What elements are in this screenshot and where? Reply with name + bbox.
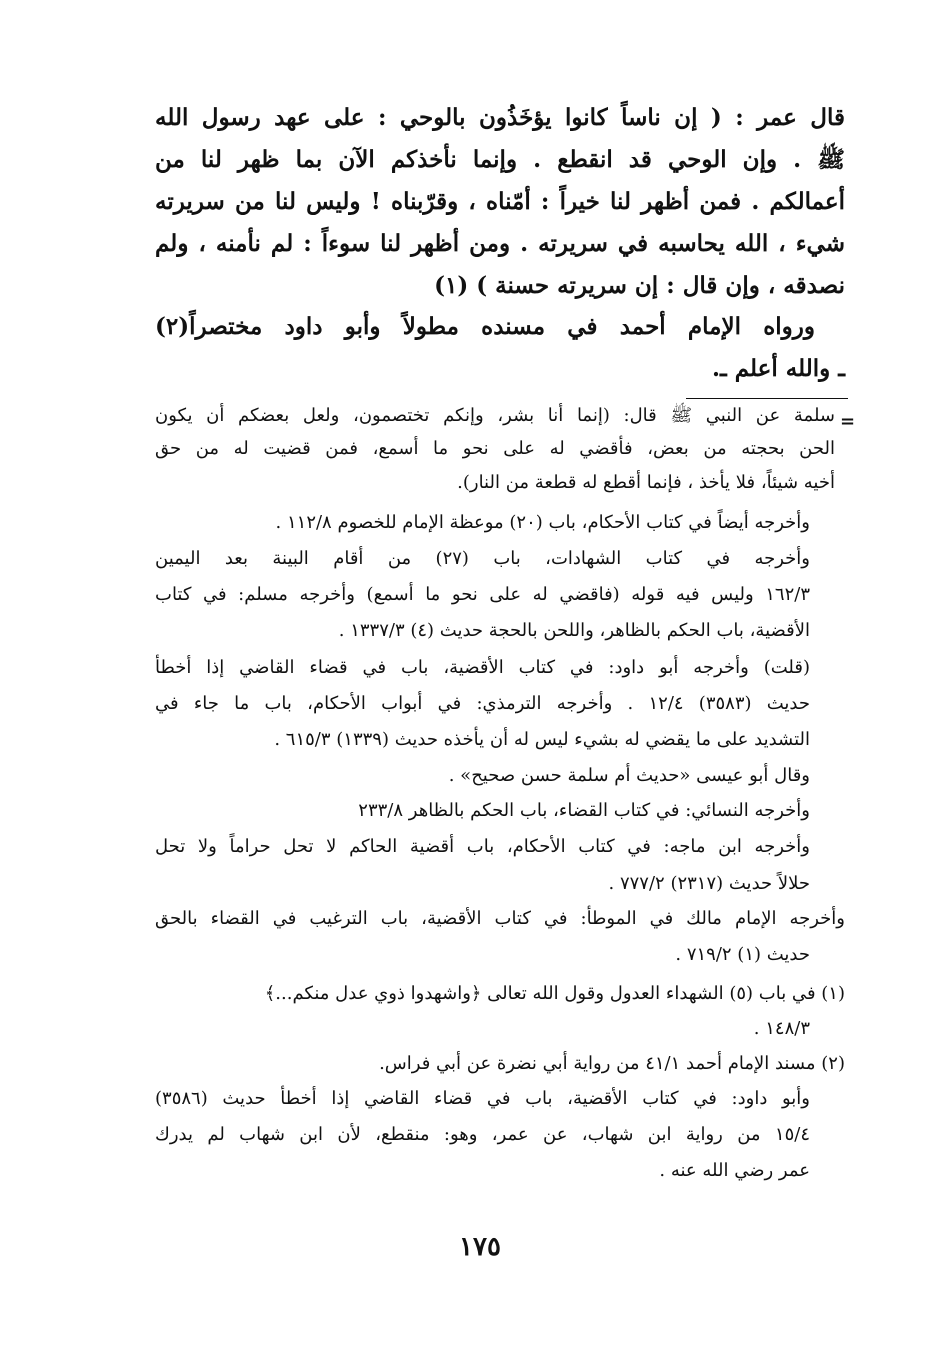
- footnote-line-2: الحن بحجته من بعض، فأقضي له على نحو ما أسمع، فمن قضيت له من حق: [155, 438, 835, 459]
- footnote-line-13: وأخرجه ابن ماجه: في كتاب الأحكام، باب أقضية الحاكم لا تحل حراماً ولا تحل: [155, 836, 810, 857]
- footnote-line-8: (قلت) وأخرجه أبو داود: في كتاب الأقضية، باب في قضاء القاضي إذا أخطأ: [155, 657, 810, 678]
- footnote-line-11: وقال أبو عيسى «حديث أم سلمة حسن صحيح» .: [448, 765, 810, 786]
- page-number: ١٧٥: [459, 1232, 501, 1262]
- footnote-line-9: حديث (٣٥٨٣) ١٢/٤ . وأخرجه الترمذي: في أبواب الأحكام، باب ما جاء في: [155, 693, 810, 714]
- footnote-line-15: وأخرجه الإمام مالك في الموطأ: في كتاب الأقضية، باب الترغيب في القضاء بالحق: [155, 908, 845, 929]
- footnote-line-10: التشديد على ما يقضي له بشيء ليس له أن يأخذه حديث (١٣٣٩) ٦١٥/٣ .: [274, 729, 810, 750]
- footnote-separator: [686, 398, 848, 399]
- footnote-line-20: وأبو داود: في كتاب الأقضية، باب في قضاء القاضي إذا أخطأ حديث (٣٥٨٦): [155, 1088, 810, 1109]
- footnote-line-4: وأخرجه أيضاً في كتاب الأحكام، باب (٢٠) موعظة الإمام للخصوم ١١٢/٨ .: [275, 512, 810, 533]
- footnote-line-5: وأخرجه في كتاب الشهادات، باب (٢٧) من أقام البينة بعد اليمين: [155, 548, 810, 569]
- footnote-line-3: أخيه شيئاً، فلا يأخذ ، فإنما أقطع له قطعة من النار).: [457, 472, 835, 493]
- main-text-line-4: شيء ، الله يحاسبه في سريرته . ومن أظهر لنا سوءاً : لم نأمنه ، ولم: [155, 230, 845, 257]
- main-text-line-1: قال عمر : ( إن ناساً كانوا يؤخَذُون بالوحي : على عهد رسول الله: [155, 104, 845, 131]
- main-text-line-7: ـ والله أعلم ـ.: [712, 355, 845, 382]
- footnote-line-1: سلمة عن النبي ﷺ قال: (إنما أنا بشر، وإنكم تختصمون، ولعل بعضكم أن يكون: [155, 405, 835, 426]
- footnote-line-12: وأخرجه النسائي: في كتاب القضاء، باب الحكم بالظاهر ٢٣٣/٨: [358, 800, 810, 821]
- footnote-line-21: ١٥/٤ من رواية ابن شهاب، عن عمر، وهو: منقطع، لأن ابن شهاب لم يدرك: [155, 1124, 810, 1145]
- main-text-line-5: نصدقه ، وإن قال : إن سريرته حسنة ) (١): [434, 272, 845, 299]
- footnote-line-14: حلالاً حديث (٢٣١٧) ٧٧٧/٢ .: [608, 873, 810, 894]
- footnote-line-17: (١) في باب (٥) الشهداء العدول وقول الله تعالى ﴿واشهدوا ذوي عدل منكم...﴾: [264, 983, 845, 1004]
- footnote-line-19: (٢) مسند الإمام أحمد ٤١/١ من رواية أبي نضرة عن أبي فراس.: [379, 1053, 845, 1074]
- main-text-line-2: ﷺ . وإن الوحي قد انقطع . وإنما نأخذكم الآن بما ظهر لنا من: [155, 146, 845, 173]
- footnote-line-6: ١٦٢/٣ وليس فيه قوله (فاقضي له على نحو ما أسمع) وأخرجه مسلم: في كتاب: [155, 584, 810, 605]
- footnote-line-22: عمر رضي الله عنه .: [659, 1160, 810, 1181]
- main-text-line-6: ورواه الإمام أحمد في مسنده مطولاً وأبو داود مختصراً(٢): [155, 313, 815, 340]
- footnote-line-16: حديث (١) ٧١٩/٢ .: [675, 944, 810, 965]
- footnote-line-7: الأقضية، باب الحكم بالظاهر، واللحن بالحجة حديث (٤) ١٣٣٧/٣ .: [338, 620, 810, 641]
- continuation-mark: =: [840, 411, 856, 432]
- main-text-line-3: أعمالكم . فمن أظهر لنا خيراً : أمّناه ، وقرّبناه ! وليس لنا من سريرته: [155, 188, 845, 215]
- footnote-line-18: ١٤٨/٣ .: [753, 1018, 810, 1039]
